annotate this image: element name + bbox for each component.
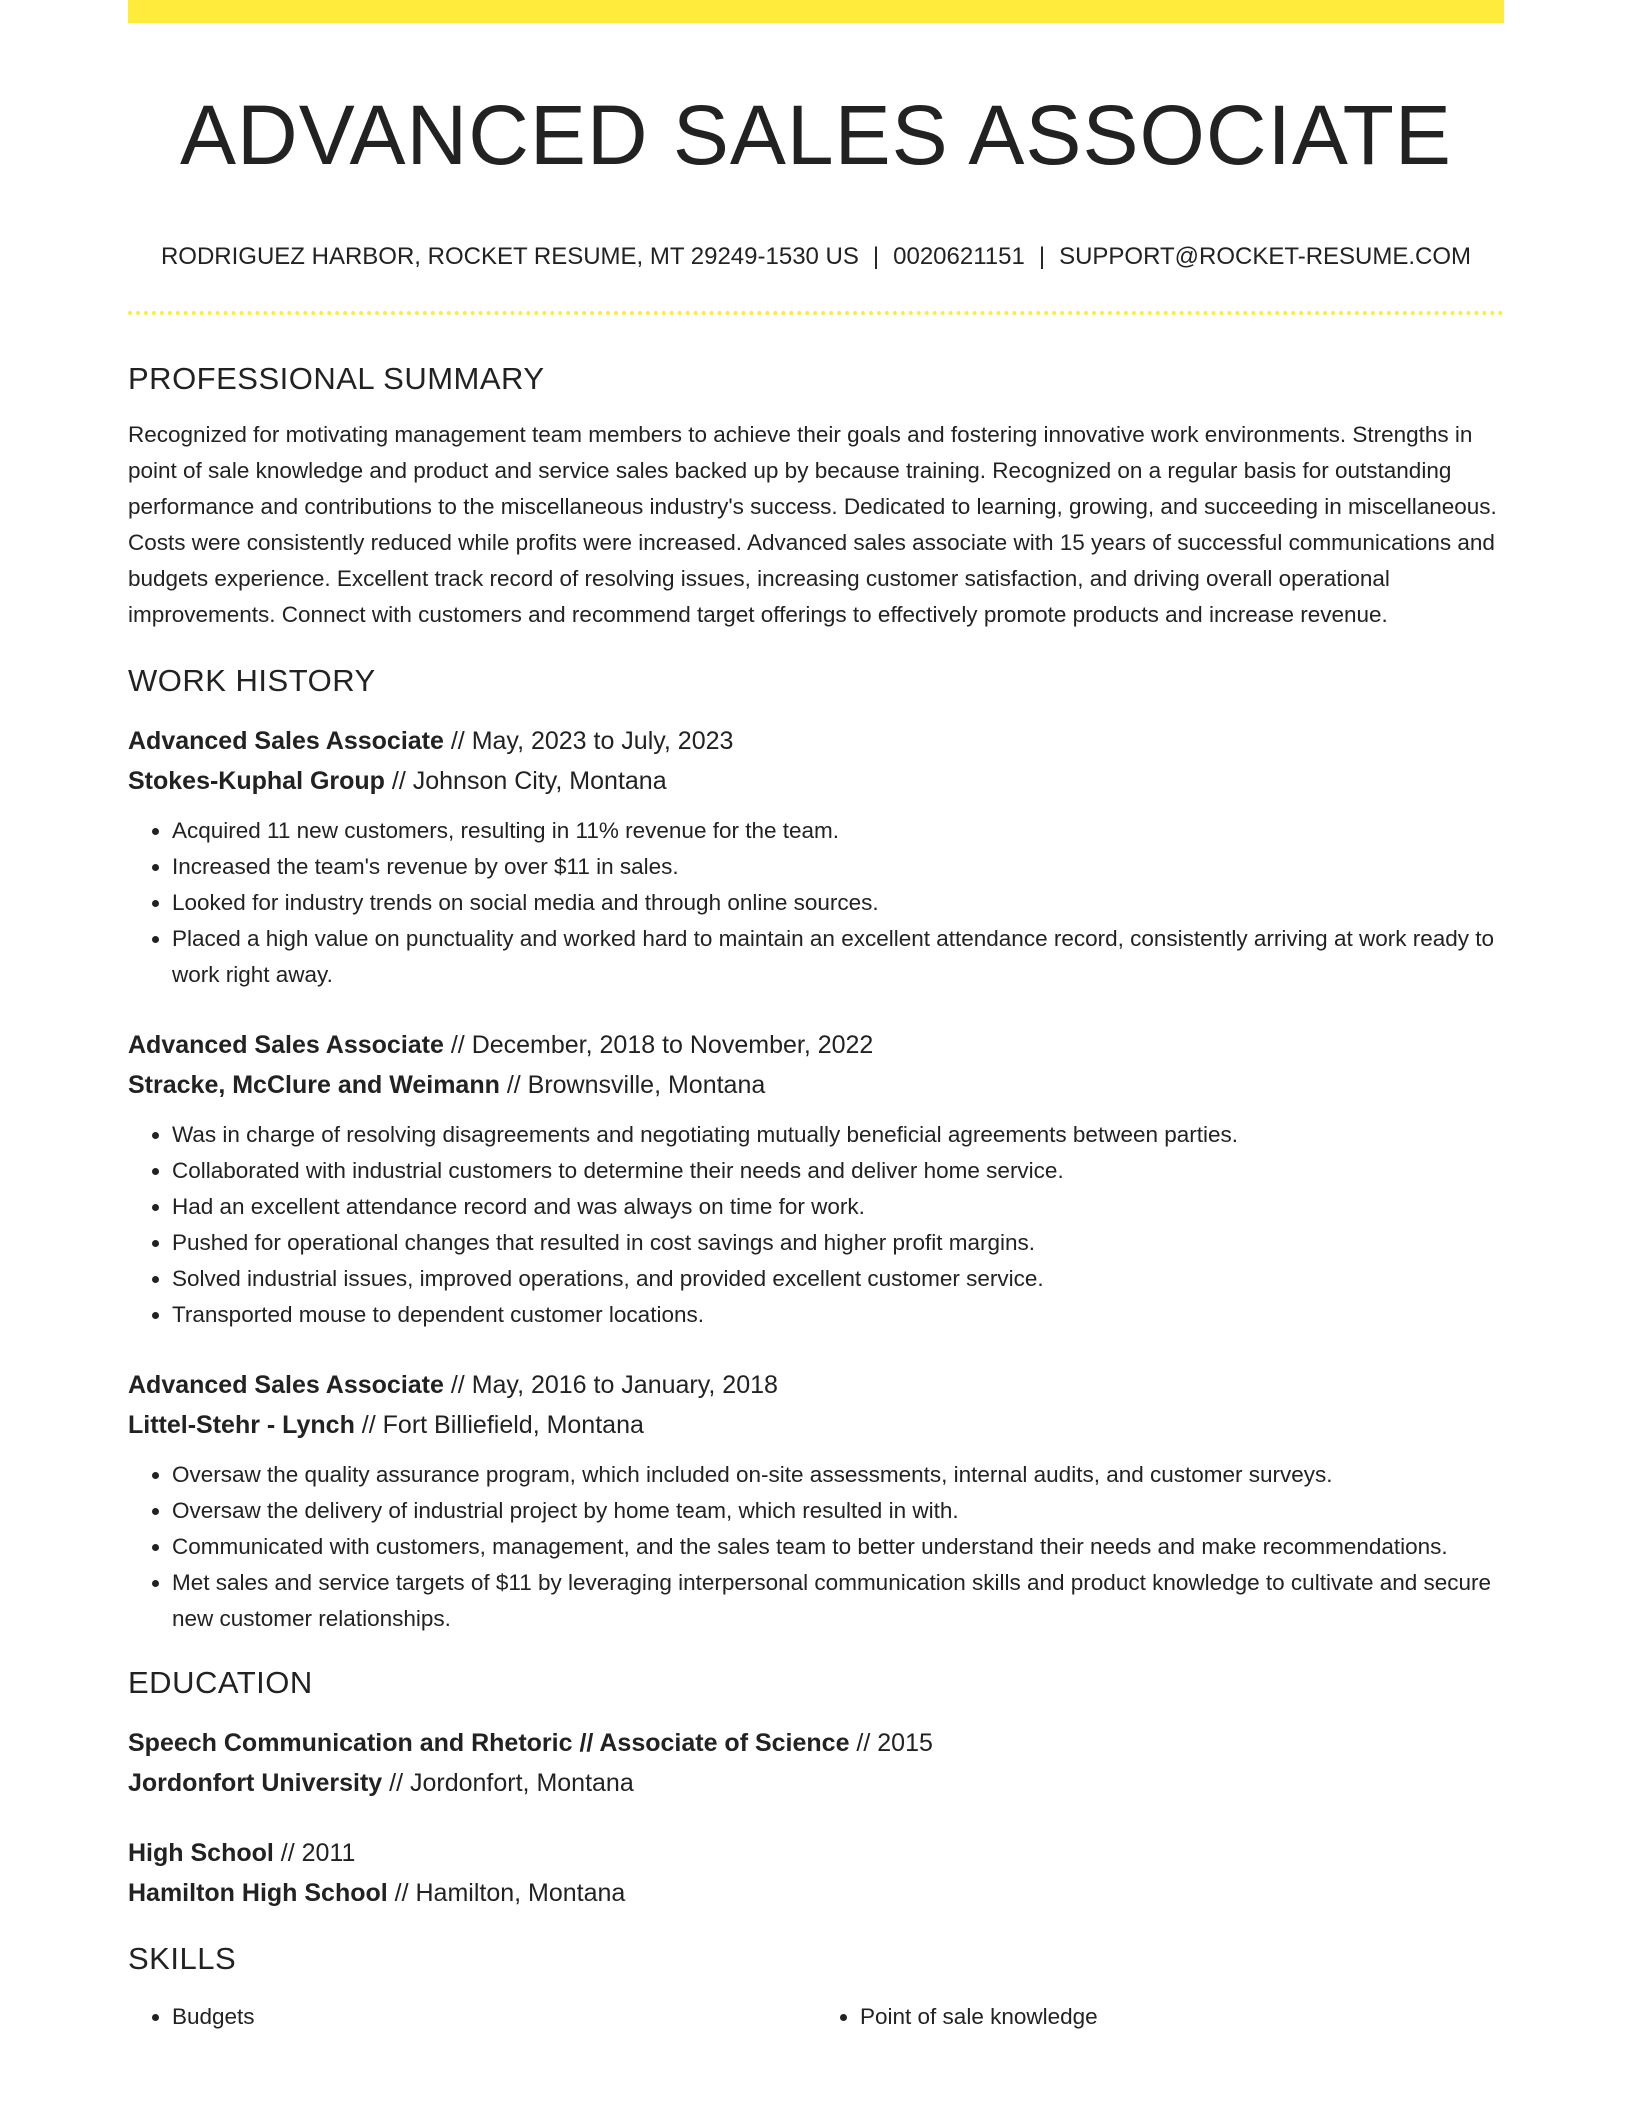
skills-column-left — [128, 1999, 816, 2035]
list-item: • Had an excellent attendance record and was always on time for work. — [172, 1189, 1504, 1225]
dotted-divider — [128, 311, 1504, 315]
job-location: // Johnson City, Montana — [384, 767, 667, 795]
list-item: • Oversaw the quality assurance program, which included on-site assessments, internal audits, and customer surveys. — [172, 1457, 1504, 1493]
education-year: // 2011 — [273, 1839, 356, 1867]
education-degree-line — [128, 1833, 1504, 1873]
summary-text: Recognized for motivating management team members to achieve their goals and fostering innovative work environments. Strengths in point of sale knowledge and product and service sales backed up by because training. Recognized on a regular basis for outstanding performance and contributions to the miscellaneous industry's success. Dedicated to learning, growing, and succeeding in miscellaneous. Costs were consistently reduced while profits were increased. Advanced sales associate with 15 years of successful communications and budgets experience. Excellent track record of resolving issues, increasing customer satisfaction, and driving overall operational improvements. Connect with customers and recommend target offerings to effectively promote products and increase revenue. — [128, 422, 1497, 627]
education-school-line — [128, 1763, 1504, 1803]
contact-email: SUPPORT@ROCKET-RESUME.COM — [1059, 243, 1472, 270]
education-school: Hamilton High School — [128, 1879, 388, 1907]
job-entry — [128, 721, 1504, 993]
list-item: • Looked for industry trends on social media and through online sources. — [172, 885, 1504, 921]
skills-heading: SKILLS — [128, 1941, 237, 1976]
skills-grid — [128, 1999, 1504, 2035]
education-degree: Speech Communication and Rhetoric // Associate of Science — [128, 1729, 850, 1757]
job-company-line — [128, 761, 1504, 801]
education-year: // 2015 — [849, 1729, 933, 1757]
skills-column-right — [816, 1999, 1504, 2035]
education-degree: High School — [128, 1839, 274, 1867]
job-location: // Brownsville, Montana — [499, 1071, 766, 1099]
job-company-line — [128, 1405, 1504, 1445]
job-title: Advanced Sales Associate — [128, 1371, 444, 1399]
education-entry — [128, 1723, 1504, 1803]
job-bullets — [128, 1117, 1504, 1333]
job-title-line — [128, 1365, 1504, 1405]
job-title-line — [128, 721, 1504, 761]
job-entry — [128, 1365, 1504, 1637]
accent-top-bar — [128, 0, 1504, 23]
education-school: Jordonfort University — [128, 1769, 383, 1797]
list-item: • Increased the team's revenue by over $11 in sales. — [172, 849, 1504, 885]
list-item: • Transported mouse to dependent customer locations. — [172, 1297, 1504, 1333]
job-title-line — [128, 1025, 1504, 1065]
contact-separator: | — [1038, 243, 1046, 270]
job-company-line — [128, 1065, 1504, 1105]
education-heading: EDUCATION — [128, 1665, 313, 1700]
job-dates: // December, 2018 to November, 2022 — [443, 1031, 874, 1059]
education-location: // Hamilton, Montana — [387, 1879, 626, 1907]
list-item: • Oversaw the delivery of industrial project by home team, which resulted in with. — [172, 1493, 1504, 1529]
contact-separator: | — [872, 243, 880, 270]
list-item: • Was in charge of resolving disagreements and negotiating mutually beneficial agreements between parties. — [172, 1117, 1504, 1153]
resume-title: ADVANCED SALES ASSOCIATE — [180, 88, 1452, 182]
list-item: • Met sales and service targets of $11 by leveraging interpersonal communication skills and product knowledge to cultivate and secure new customer relationships. — [172, 1565, 1504, 1637]
skill-item: • Budgets — [172, 1999, 816, 2035]
job-dates: // May, 2023 to July, 2023 — [443, 727, 734, 755]
job-company: Stokes-Kuphal Group — [128, 767, 385, 795]
job-company: Littel-Stehr - Lynch — [128, 1411, 355, 1439]
education-location: // Jordonfort, Montana — [382, 1769, 634, 1797]
job-company: Stracke, McClure and Weimann — [128, 1071, 500, 1099]
skill-item: • Point of sale knowledge — [860, 1999, 1504, 2035]
job-bullets — [128, 813, 1504, 993]
work-history-heading: WORK HISTORY — [128, 663, 376, 698]
contact-phone: 0020621151 — [893, 243, 1025, 270]
list-item: • Collaborated with industrial customers to determine their needs and deliver home service. — [172, 1153, 1504, 1189]
resume-content — [128, 0, 1504, 2035]
contact-line — [128, 241, 1504, 273]
job-title: Advanced Sales Associate — [128, 1031, 444, 1059]
list-item: • Pushed for operational changes that resulted in cost savings and higher profit margins. — [172, 1225, 1504, 1261]
job-entry — [128, 1025, 1504, 1333]
job-location: // Fort Billiefield, Montana — [354, 1411, 644, 1439]
list-item: • Placed a high value on punctuality and worked hard to maintain an excellent attendance record, consistently arriving at work ready to work right away. — [172, 921, 1504, 993]
job-bullets — [128, 1457, 1504, 1637]
list-item: • Acquired 11 new customers, resulting in 11% revenue for the team. — [172, 813, 1504, 849]
summary-heading: PROFESSIONAL SUMMARY — [128, 361, 545, 396]
job-title: Advanced Sales Associate — [128, 727, 444, 755]
contact-address: RODRIGUEZ HARBOR, ROCKET RESUME, MT 29249-1530 US — [160, 243, 859, 270]
education-degree-line — [128, 1723, 1504, 1763]
list-item: • Communicated with customers, management, and the sales team to better understand their needs and make recommendations. — [172, 1529, 1504, 1565]
education-entry — [128, 1833, 1504, 1913]
list-item: • Solved industrial issues, improved operations, and provided excellent customer service. — [172, 1261, 1504, 1297]
job-dates: // May, 2016 to January, 2018 — [443, 1371, 778, 1399]
education-school-line — [128, 1873, 1504, 1913]
